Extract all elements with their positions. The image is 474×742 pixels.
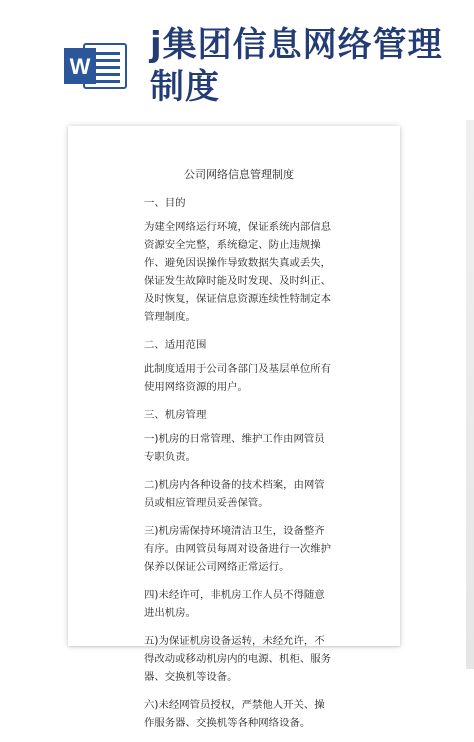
document-content — [144, 166, 334, 742]
section-heading: 三、机房管理 — [144, 409, 207, 421]
word-icon — [62, 40, 128, 92]
page-title: j集团信息网络管理制度 — [150, 25, 443, 107]
document-title: 公司网络信息管理制度 — [184, 168, 294, 181]
section-heading: 二、适用范围 — [144, 339, 207, 351]
paragraph: 三)机房需保持环境清洁卫生，设备整齐有序。由网管员每周对设备进行一次维护保养以保证公司网络正常运行。 — [144, 525, 332, 573]
paragraph: 六)未经网管员授权，严禁他人开关、操作服务器、交换机等各种网络设备。 — [144, 699, 325, 729]
paragraph: 五)为保证机房设备运转，未经允许，不得改动或移动机房内的电源、机柜、服务器、交换机等设备。 — [144, 635, 332, 683]
paragraph: 为建全网络运行环境，保证系统内部信息资源安全完整，系统稳定、防止违规操作、避免因误操作导致数据失真或丢失，保证发生故障时能及时发现、及时纠正、及时恢复，保证信息资源连续性特制定本管理制度。 — [144, 221, 332, 323]
paragraph: 一)机房的日常管理、维护工作由网管员专职负责。 — [144, 433, 325, 463]
header-banner — [0, 0, 474, 120]
word-icon-letter: W — [69, 54, 91, 79]
side-strip — [466, 120, 474, 669]
paragraph: 此制度适用于公司各部门及基层单位所有使用网络资源的用户。 — [144, 363, 332, 393]
section-heading: 一、目的 — [144, 197, 186, 209]
paragraph: 二)机房内各种设备的技术档案，由网管员或相应管理员妥善保管。 — [144, 479, 325, 509]
paragraph: 四)未经许可，非机房工作人员不得随意进出机房。 — [144, 589, 325, 619]
document-page — [68, 126, 400, 729]
